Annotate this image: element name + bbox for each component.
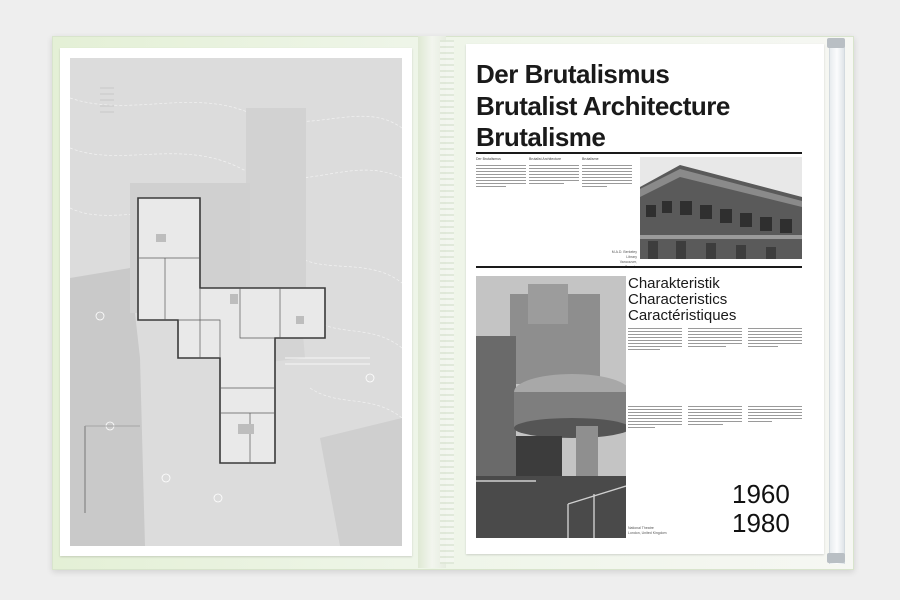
body-text-col-5 [688,406,742,427]
year-start: 1960 [732,479,790,509]
title-line-3: Brutalisme [476,122,606,152]
text-column-fr [582,165,632,189]
column-heading-de: Der Brutalismus [476,157,501,161]
brochure-page [466,44,824,554]
pocket-strip [440,40,454,564]
title-line-1: Der Brutalismus [476,59,670,89]
column-heading-fr: Brutalisme [582,157,599,161]
building-photo-bottom [476,276,626,538]
floor-plan-sheet [60,48,412,556]
text-column-en [529,165,579,186]
title-rule [476,152,802,154]
subtitle-line-2: Characteristics [628,291,728,308]
body-text-col-3 [748,328,802,349]
body-text-col-6 [748,406,802,424]
column-heading-en: Brutalist Architecture [529,157,562,161]
floor-plan-drawing [70,58,402,546]
zipper-pull-bottom [827,553,845,563]
year-end: 1980 [732,508,790,538]
photo-caption-top: M.A.D. Berkeley Library Vancouver, [611,250,637,264]
title-line-2: Brutalist Architecture [476,91,730,121]
photo-caption-bottom: National Theatre London, United Kingdom [628,526,667,535]
body-text-col-2 [688,328,742,349]
subtitle-line-3: Caractéristiques [628,307,737,324]
section-rule [476,266,802,268]
zipper [829,40,845,564]
body-text-col-1 [628,328,682,352]
body-text-col-4 [628,406,682,430]
building-photo-top [640,157,802,259]
text-column-de [476,165,526,189]
zipper-pull-top [827,38,845,48]
subtitle-line-1: Charakteristik [628,275,720,292]
